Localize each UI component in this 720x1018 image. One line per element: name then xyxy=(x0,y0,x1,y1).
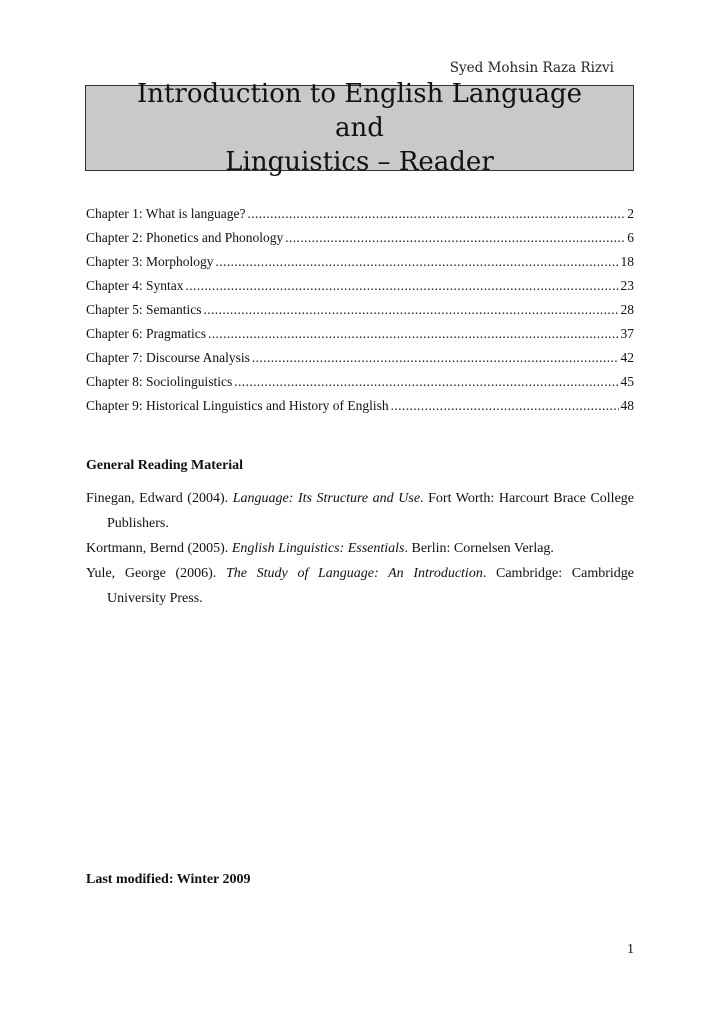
toc-entry-6[interactable] xyxy=(86,326,634,350)
toc-entry-page: 2 xyxy=(627,206,634,221)
title-line-2: Linguistics – Reader xyxy=(225,147,494,177)
table-of-contents xyxy=(86,206,634,422)
reference-title: English Linguistics: Essentials xyxy=(231,541,405,556)
toc-entry-5[interactable] xyxy=(86,302,634,326)
reference-item xyxy=(86,536,634,561)
title-line-1: Introduction to English Language and xyxy=(136,79,583,143)
toc-leader-dots xyxy=(391,398,619,414)
document-title xyxy=(110,77,610,179)
toc-entry-page: 45 xyxy=(620,374,634,389)
toc-entry-page: 18 xyxy=(620,254,634,269)
toc-entry-4[interactable] xyxy=(86,278,634,302)
toc-entry-8[interactable] xyxy=(86,374,634,398)
reference-authors: Yule, George (2006). xyxy=(86,566,226,581)
toc-entry-3[interactable] xyxy=(86,254,634,278)
reference-authors: Kortmann, Bernd (2005). xyxy=(86,541,232,556)
toc-entry-label: Chapter 7: Discourse Analysis xyxy=(86,350,250,365)
toc-entry-label: Chapter 2: Phonetics and Phonology xyxy=(86,230,284,245)
reference-publisher: . Fort Worth: Harcourt Brace College Publishers. xyxy=(107,491,634,531)
toc-entry-label: Chapter 8: Sociolinguistics xyxy=(86,374,233,389)
toc-entry-label: Chapter 9: Historical Linguistics and History of English xyxy=(86,398,389,413)
toc-leader-dots xyxy=(186,278,619,294)
toc-leader-dots xyxy=(203,302,618,318)
title-box xyxy=(85,79,634,177)
toc-leader-dots xyxy=(252,350,619,366)
author-name: Syed Mohsin Raza Rizvi xyxy=(449,60,614,76)
toc-entry-label: Chapter 3: Morphology xyxy=(86,254,214,269)
reading-heading: General Reading Material xyxy=(86,458,244,473)
reference-publisher: . Cambridge: Cambridge University Press. xyxy=(107,566,634,606)
toc-leader-dots xyxy=(216,254,619,270)
reference-title: Language: Its Structure and Use xyxy=(232,491,421,506)
reference-title: The Study of Language: An Introduction xyxy=(225,566,483,581)
reference-item xyxy=(86,486,634,536)
toc-entry-9[interactable] xyxy=(86,398,634,422)
toc-entry-7[interactable] xyxy=(86,350,634,374)
toc-entry-page: 28 xyxy=(620,302,634,317)
toc-leader-dots xyxy=(234,374,618,390)
toc-entry-label: Chapter 5: Semantics xyxy=(86,302,202,317)
toc-leader-dots xyxy=(208,326,619,342)
reference-item xyxy=(86,561,634,611)
page-number: 1 xyxy=(627,942,634,957)
toc-entry-page: 23 xyxy=(620,278,634,293)
toc-entry-page: 48 xyxy=(620,398,634,413)
reference-list xyxy=(86,486,634,611)
toc-entry-label: Chapter 1: What is language? xyxy=(86,206,246,221)
reference-authors: Finegan, Edward (2004). xyxy=(86,491,233,506)
toc-entry-label: Chapter 6: Pragmatics xyxy=(86,326,206,341)
toc-entry-page: 37 xyxy=(620,326,634,341)
toc-entry-page: 6 xyxy=(627,230,634,245)
toc-entry-page: 42 xyxy=(620,350,634,365)
last-modified: Last modified: Winter 2009 xyxy=(86,872,251,887)
toc-entry-2[interactable] xyxy=(86,230,634,254)
toc-leader-dots xyxy=(285,230,625,246)
toc-leader-dots xyxy=(247,206,625,222)
reference-publisher: . Berlin: Cornelsen Verlag. xyxy=(404,541,554,556)
toc-entry-1[interactable] xyxy=(86,206,634,230)
toc-entry-label: Chapter 4: Syntax xyxy=(86,278,184,293)
